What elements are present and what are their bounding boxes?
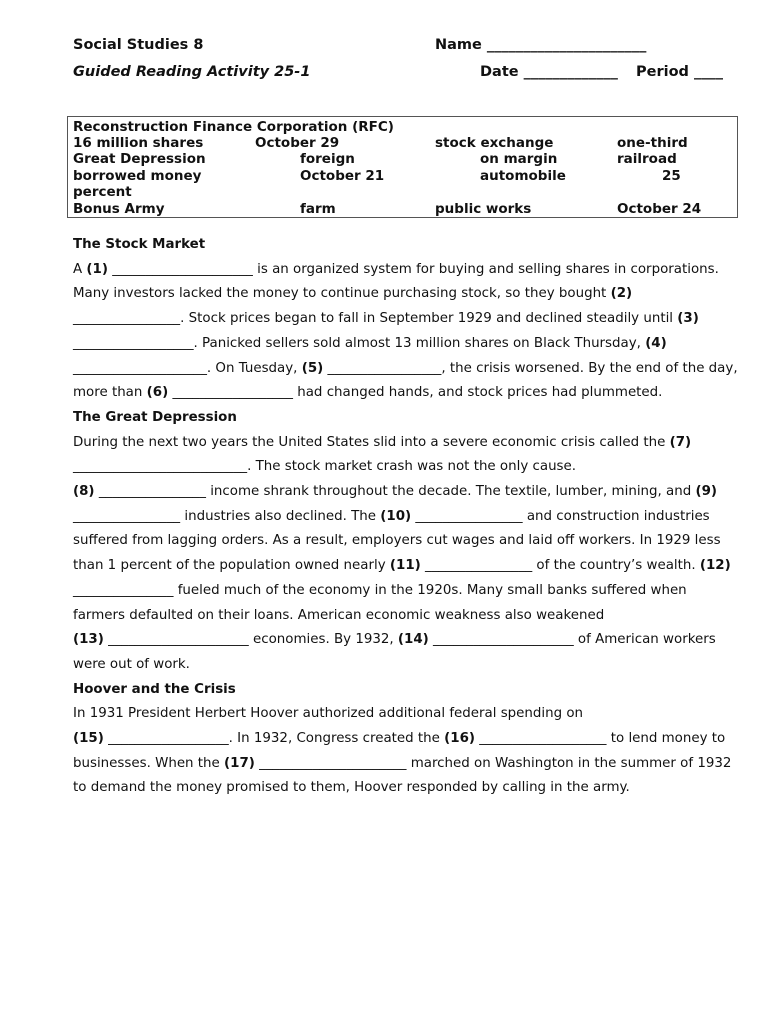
blank-15[interactable]: __________________ <box>103 731 229 747</box>
blank-number: (9) <box>695 484 718 500</box>
blank-17[interactable]: ______________________ <box>254 755 407 771</box>
blank-14[interactable]: _____________________ <box>428 632 574 648</box>
word-bank-box <box>67 116 738 218</box>
word-bank-term: one-third <box>617 135 688 151</box>
name-field[interactable]: Name ______________________ <box>435 37 647 53</box>
blank-12[interactable]: _______________ <box>73 582 174 598</box>
great-depression-paragraph-2 <box>73 480 741 628</box>
text: of American workers were out of work. <box>73 632 716 672</box>
blank-number: (14) <box>397 632 429 648</box>
hoover-paragraph-1: In 1931 President Herbert Hoover authorized additional federal spending on <box>73 706 584 722</box>
text: economies. By 1932, <box>248 632 398 648</box>
text: had changed hands, and stock prices had plummeted. <box>292 385 663 401</box>
blank-number: (13) <box>73 632 104 648</box>
stock-market-paragraph <box>73 258 741 406</box>
text: and construction industries suffered from lagging orders. As a result, employers cut wages and laid off workers. In 1929 less than 1 percent of the population owned nearly <box>73 508 721 574</box>
blank-number: (15) <box>73 731 104 747</box>
word-bank-term: public works <box>435 201 532 217</box>
blank-8[interactable]: ________________ <box>94 484 206 500</box>
hoover-paragraph-2 <box>73 727 741 801</box>
word-bank-term: percent <box>73 184 132 200</box>
word-bank-term: farm <box>300 201 336 217</box>
blank-number: (11) <box>389 558 421 574</box>
section-heading-stock-market: The Stock Market <box>73 237 206 252</box>
word-bank-term: railroad <box>617 151 677 167</box>
word-bank-term: foreign <box>300 151 355 167</box>
word-bank-term: October 29 <box>255 135 340 151</box>
word-bank-term: Great Depression <box>73 151 206 167</box>
text: is an organized system for buying and selling shares in corporations. Many investors lacked the money to continue purchasing stock, so they bought <box>73 261 719 302</box>
text: . Stock prices began to fall in September 1929 and declined steadily until <box>180 311 678 327</box>
great-depression-paragraph-3 <box>73 628 741 677</box>
blank-number: (12) <box>699 558 731 574</box>
text: marched on Washington in the summer of 1932 to demand the money promised to them, Hoover responded by calling in the army. <box>73 755 732 796</box>
word-bank-term: Bonus Army <box>73 201 165 217</box>
blank-number: (5) <box>301 360 324 376</box>
blank-number: (7) <box>669 434 692 450</box>
great-depression-paragraph-1 <box>73 431 741 480</box>
blank-number: (8) <box>73 484 95 500</box>
word-bank-term: 16 million shares <box>73 135 204 151</box>
blank-number: (1) <box>86 261 108 277</box>
course-title: Social Studies 8 <box>73 37 204 53</box>
text: fueled much of the economy in the 1920s. Many small banks suffered when farmers defaulted on their loans. American economic weakness also weakened <box>73 582 687 623</box>
word-bank-term: October 21 <box>300 168 385 184</box>
blank-number: (10) <box>380 508 412 524</box>
blank-number: (4) <box>645 335 667 351</box>
text: . Panicked sellers sold almost 13 million shares on Black Thursday, <box>193 335 646 351</box>
blank-6[interactable]: __________________ <box>168 385 293 401</box>
blank-5[interactable]: _________________ <box>323 360 442 376</box>
text: industries also declined. The <box>180 508 381 524</box>
text: . In 1932, Congress created the <box>228 731 445 747</box>
blank-1[interactable]: _____________________ <box>107 261 258 277</box>
reading-content <box>73 233 741 801</box>
word-bank-term: October 24 <box>617 201 702 217</box>
word-bank-term: borrowed money <box>73 168 202 184</box>
blank-2[interactable]: ________________ <box>73 311 181 327</box>
blank-4[interactable]: ____________________ <box>73 360 207 376</box>
word-bank-term: automobile <box>480 168 566 184</box>
blank-3[interactable]: __________________ <box>73 335 194 351</box>
blank-9[interactable]: ________________ <box>73 508 181 524</box>
blank-16[interactable]: ___________________ <box>475 731 607 747</box>
section-heading-hoover: Hoover and the Crisis <box>73 681 236 697</box>
section-heading-great-depression: The Great Depression <box>73 409 237 425</box>
blank-number: (2) <box>610 286 633 302</box>
text: of the country’s wealth. <box>532 558 700 574</box>
period-field[interactable]: Period ____ <box>636 64 723 80</box>
word-bank-term: stock exchange <box>435 135 554 151</box>
blank-number: (16) <box>444 731 476 747</box>
blank-number: (6) <box>146 385 169 401</box>
word-bank-title: Reconstruction Finance Corporation (RFC) <box>73 119 394 135</box>
date-field[interactable]: Date _____________ <box>480 64 618 80</box>
text: , the crisis worsened. By the end of the day, more than <box>73 360 738 401</box>
text: A <box>73 261 87 277</box>
blank-7[interactable]: __________________________ <box>73 459 248 475</box>
text: income shrank throughout the decade. The textile, lumber, mining, and <box>205 484 696 500</box>
blank-number: (3) <box>677 311 699 327</box>
blank-11[interactable]: ________________ <box>420 558 533 574</box>
text: During the next two years the United States slid into a severe economic crisis called the <box>73 434 670 450</box>
word-bank-term: on margin <box>480 151 558 167</box>
text: to lend money to businesses. When the <box>73 731 726 771</box>
text: . The stock market crash was not the only cause. <box>247 459 577 475</box>
word-bank-term: 25 <box>662 168 681 184</box>
activity-title: Guided Reading Activity 25-1 <box>73 64 311 80</box>
blank-10[interactable]: ________________ <box>411 508 523 524</box>
text: . On Tuesday, <box>206 360 302 376</box>
blank-13[interactable]: _____________________ <box>103 632 249 648</box>
blank-number: (17) <box>224 755 255 771</box>
